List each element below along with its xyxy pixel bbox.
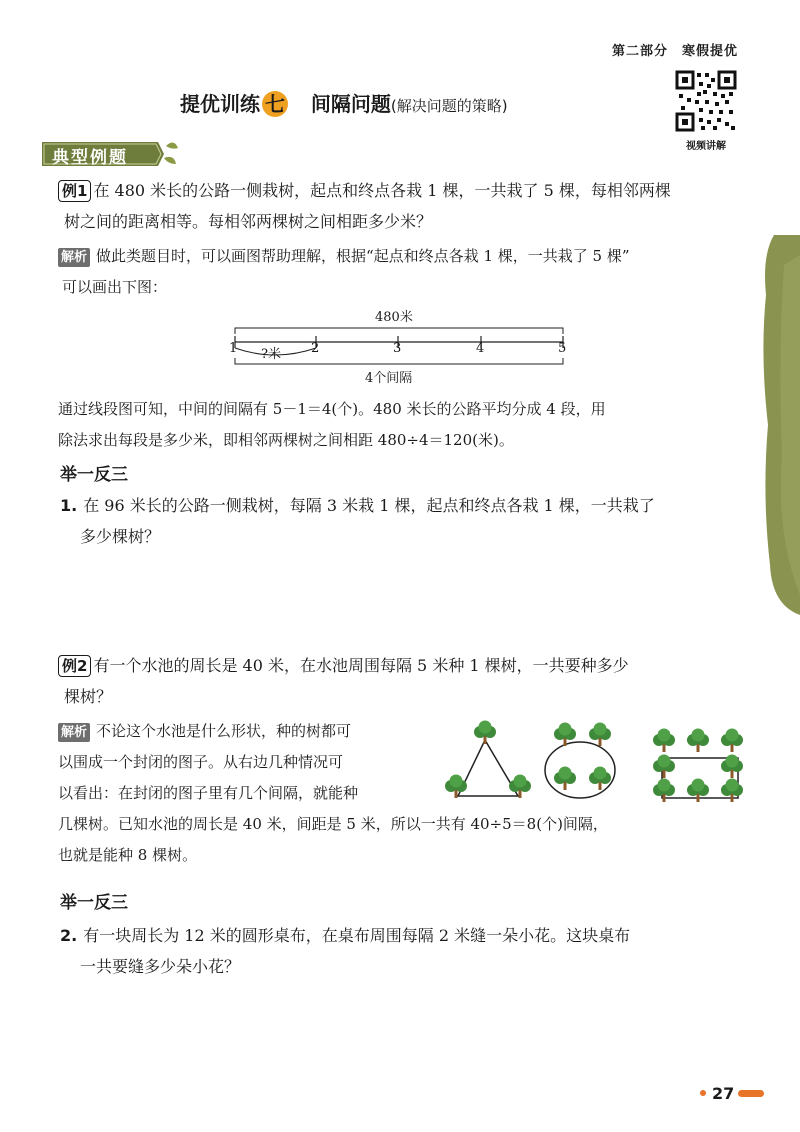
example-1	[58, 175, 748, 237]
section-header: 第二部分 寒假提优	[611, 44, 738, 59]
example-2-line-2: 棵树？	[64, 687, 113, 706]
analysis-tag-2: 解析	[58, 723, 90, 742]
page-number: 27	[712, 1084, 735, 1103]
practice-1-number: 1.	[60, 496, 78, 515]
practice-1-line-1: 在 96 米长的公路一侧栽树，每隔 3 米栽 1 棵，起点和终点各栽 1 棵，一共栽了	[83, 496, 655, 515]
practice-2-line-1: 有一块周长为 12 米的圆形桌布，在桌布周围每隔 2 米缝一朵小花。这块桌布	[83, 926, 631, 945]
example-1-explanation	[58, 394, 748, 456]
example-2-analysis	[58, 716, 458, 809]
diagram-point-5: 5	[558, 341, 567, 356]
example-1-line-2: 树之间的距离相等。每相邻两棵树之间相距多少米？	[64, 212, 433, 231]
example-1-line-1: 在 480 米长的公路一侧栽树，起点和终点各栽 1 棵，一共栽了 5 棵，每相邻两棵	[93, 181, 671, 200]
practice-2-line-2: 一共要缝多少朵小花？	[80, 957, 241, 976]
analysis-2-line-1: 不论这个水池是什么形状，种的树都可	[96, 722, 352, 740]
example-2	[58, 650, 748, 712]
page-title	[180, 88, 508, 117]
diagram-point-2: 2	[311, 341, 320, 356]
practice-1-line-2: 多少棵树？	[80, 527, 161, 546]
page-dot-icon	[700, 1090, 706, 1096]
diagram-point-1: 1	[229, 341, 238, 356]
qr-caption: 视频讲解	[686, 141, 726, 152]
title-prefix: 提优训练	[180, 92, 260, 116]
example-2-tag: 例2	[58, 655, 91, 677]
diagram-intervals-label: 4个间隔	[365, 371, 413, 386]
side-tab-decoration	[760, 235, 800, 615]
practice-1-question	[60, 490, 750, 552]
analysis-2-line-5: 也就是能种 8 棵树。	[58, 846, 198, 864]
section-tag	[40, 138, 182, 170]
example-2-analysis-cont	[58, 809, 748, 871]
line-segment-diagram	[225, 306, 575, 386]
example-2-line-1: 有一个水池的周长是 40 米，在水池周围每隔 5 米种 1 棵树，一共要种多少	[93, 656, 629, 675]
explanation-1-line-1: 通过线段图可知，中间的间隔有 5－1＝4(个)。480 米长的公路平均分成 4 段，用	[58, 400, 606, 418]
analysis-1-line-2: 可以画出下图：	[62, 278, 168, 296]
title-number-badge: 七	[262, 91, 288, 117]
tree-shapes-illustration	[440, 718, 750, 808]
example-1-analysis	[58, 241, 748, 303]
analysis-1-line-1: 做此类题目时，可以画图帮助理解，根据“起点和终点各栽 1 棵，一共栽了 5 棵”	[96, 247, 630, 265]
analysis-2-line-2: 以围成一个封闭的图子。从右边几种情况可	[58, 753, 344, 771]
practice-2-heading: 举一反三	[60, 893, 128, 913]
explanation-1-line-2: 除法求出每段是多少米，即相邻两棵树之间相距 480÷4＝120(米)。	[58, 431, 514, 449]
example-1-tag: 例1	[58, 180, 91, 202]
section-tag-label: 典型例题	[52, 148, 128, 168]
page-bar-icon	[738, 1090, 764, 1097]
title-subtitle: (解决问题的策略)	[390, 97, 508, 115]
analysis-tag-1: 解析	[58, 248, 90, 267]
diagram-total-label: 480米	[375, 310, 413, 325]
analysis-2-line-4: 几棵树。已知水池的周长是 40 米，间距是 5 米，所以一共有 40÷5＝8(个)间隔，	[58, 815, 608, 833]
diagram-point-4: 4	[476, 341, 485, 356]
analysis-2-line-3: 以看出：在封闭的图子里有几个间隔，就能种	[58, 784, 359, 802]
qr-code-icon[interactable]	[675, 70, 737, 132]
practice-1-heading: 举一反三	[60, 465, 128, 485]
title-main: 间隔问题	[310, 92, 391, 116]
practice-2-question	[60, 920, 750, 982]
practice-2-number: 2.	[60, 926, 78, 945]
diagram-point-3: 3	[393, 341, 402, 356]
diagram-unknown-label: ?米	[261, 347, 281, 362]
